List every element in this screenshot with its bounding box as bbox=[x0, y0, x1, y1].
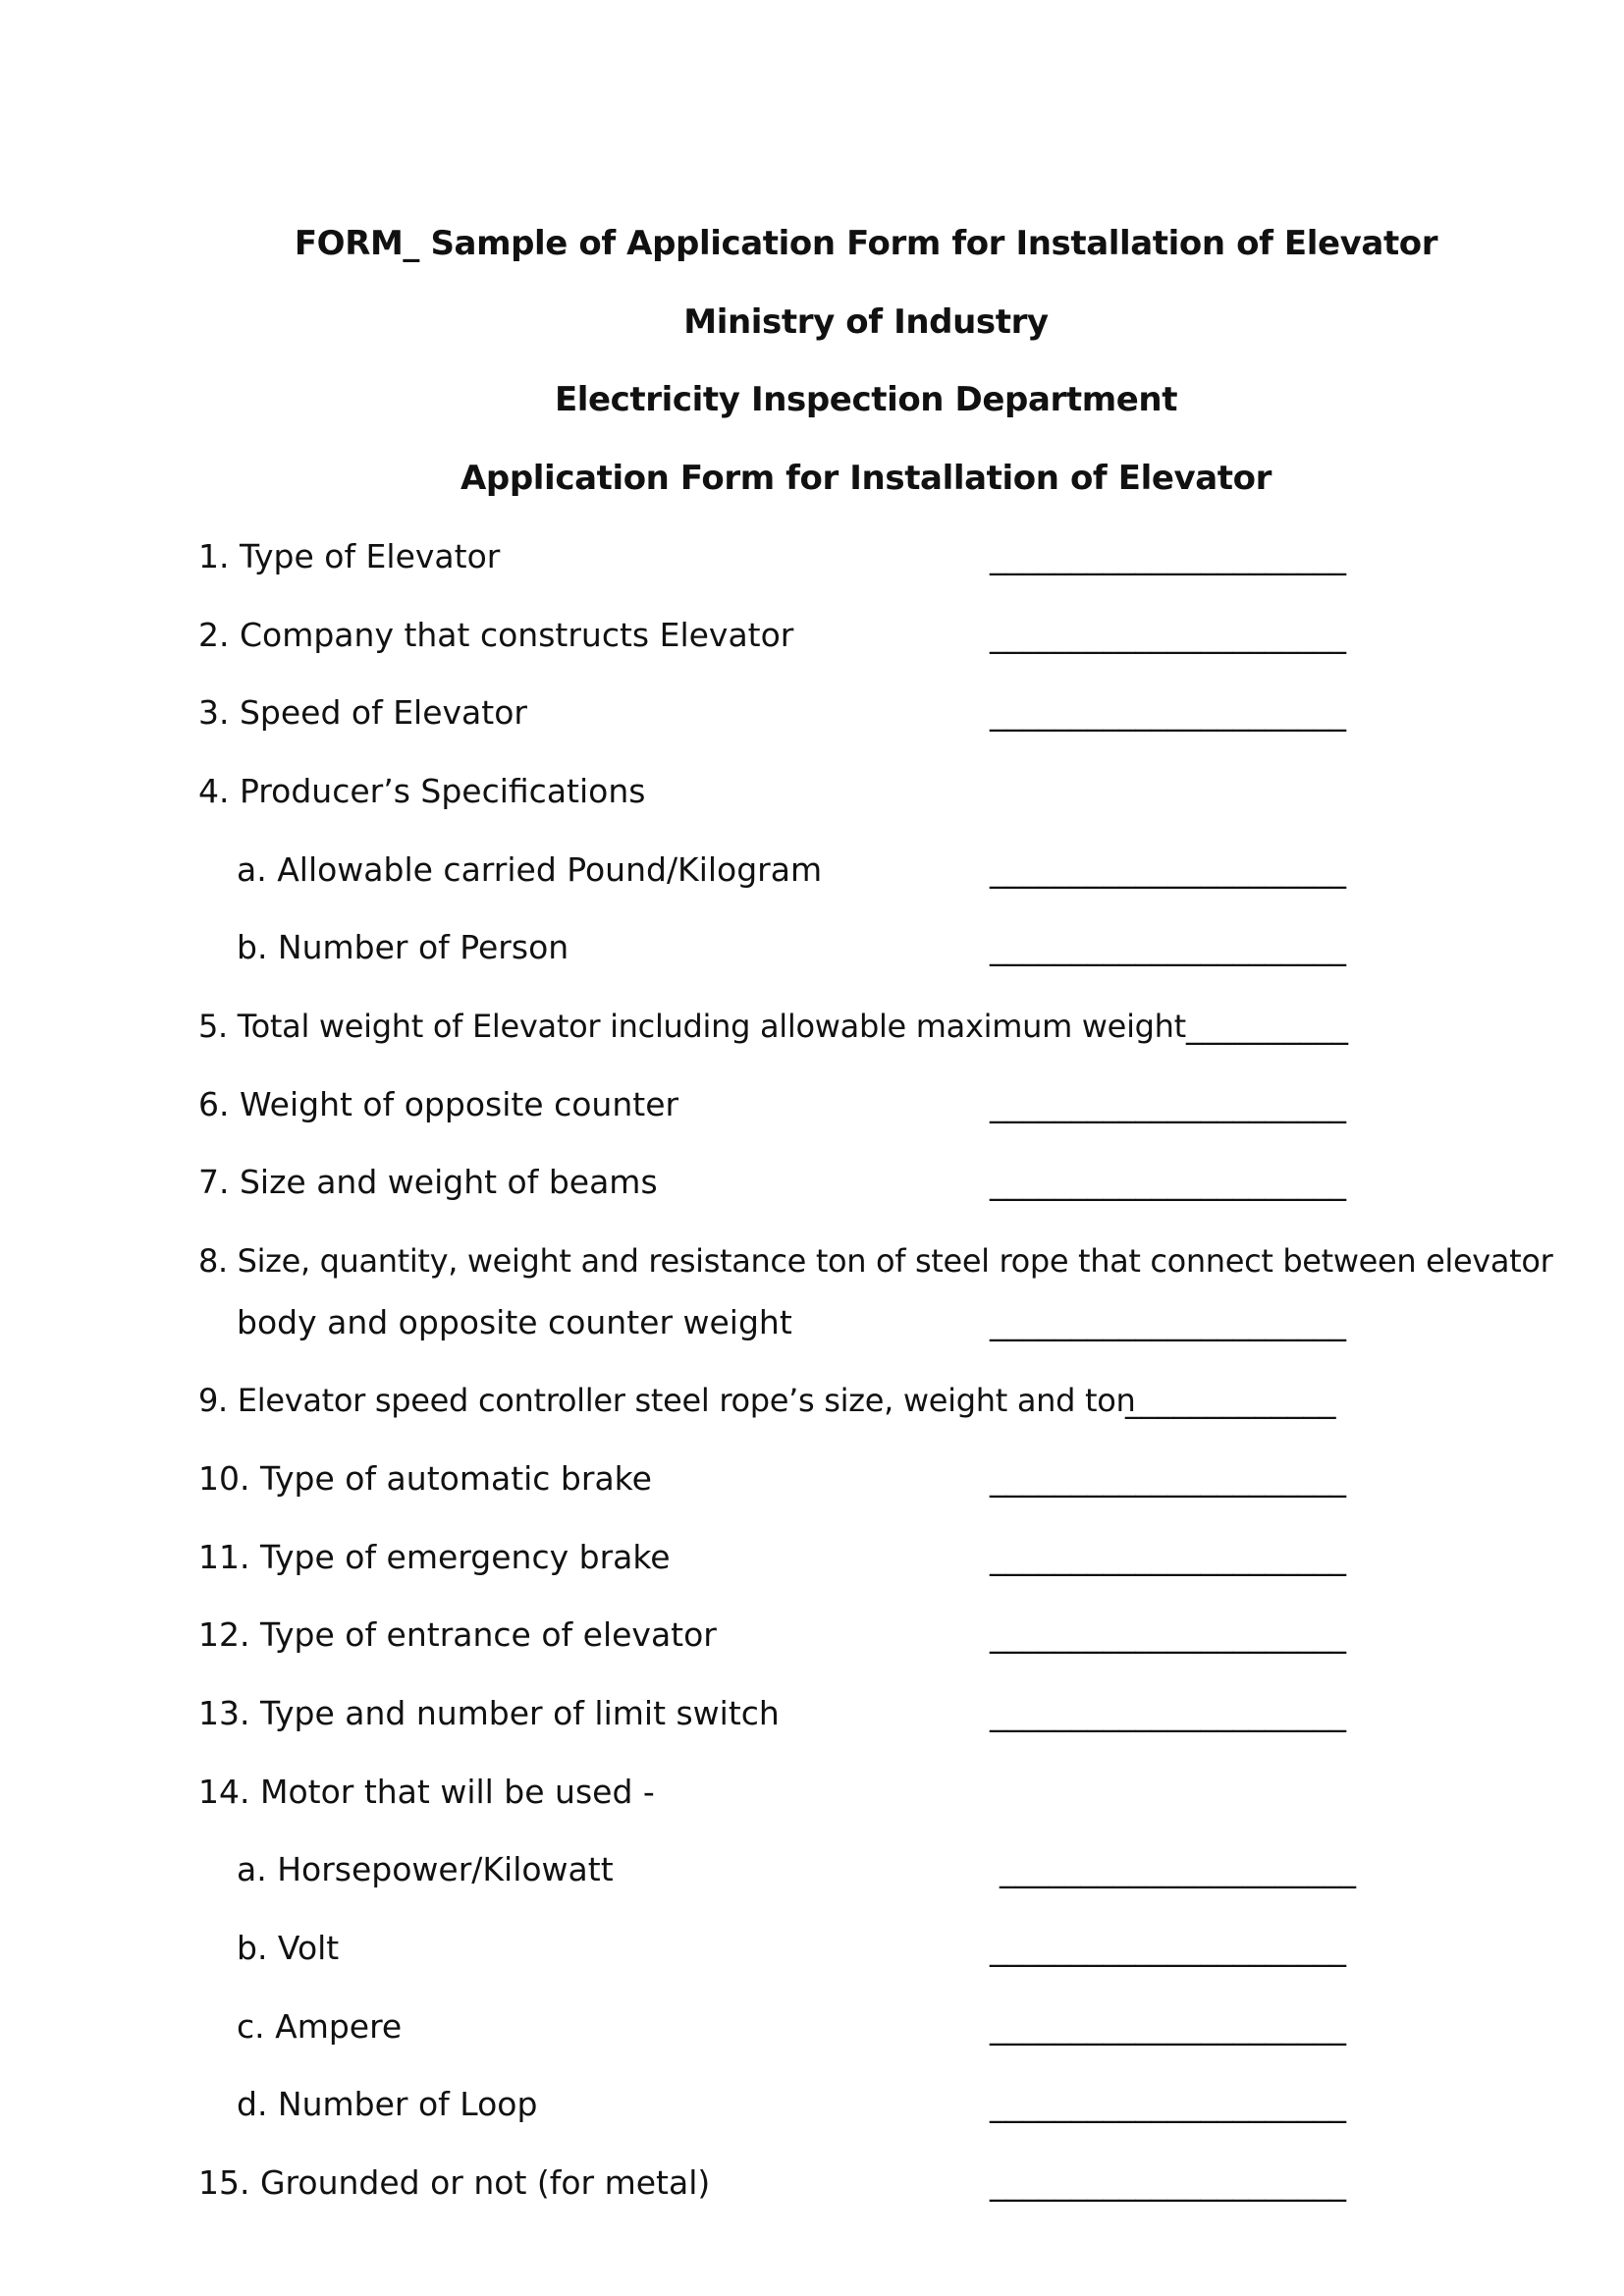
field-label-entrance-type: 12. Type of entrance of elevator bbox=[198, 1615, 717, 1654]
field-label-type-of-elevator: 1. Type of Elevator bbox=[198, 537, 501, 575]
field-label-total-weight: 5. Total weight of Elevator including allowable maximum weight bbox=[198, 1008, 1186, 1045]
field-label-ampere: c. Ampere bbox=[237, 2007, 403, 2046]
field-label-speed-controller-rope: 9. Elevator speed controller steel rope’s size, weight and ton bbox=[198, 1382, 1136, 1419]
ministry-heading: Ministry of Industry bbox=[683, 302, 1049, 342]
field-label-beams: 7. Size and weight of beams bbox=[198, 1163, 658, 1201]
field-blank-automatic-brake[interactable]: ______________________ bbox=[990, 1459, 1346, 1498]
field-blank-ampere[interactable]: ______________________ bbox=[990, 2007, 1346, 2046]
field-label-motor: 14. Motor that will be used - bbox=[198, 1773, 655, 1811]
field-label-opposite-counter-weight: 6. Weight of opposite counter bbox=[198, 1085, 679, 1123]
field-label-horsepower: a. Horsepower/Kilowatt bbox=[237, 1850, 614, 1888]
field-blank-horsepower[interactable]: ______________________ bbox=[1000, 1850, 1356, 1888]
field-blank-number-of-person[interactable]: ______________________ bbox=[990, 928, 1346, 966]
field-label-grounded: 15. Grounded or not (for metal) bbox=[198, 2163, 711, 2202]
field-blank-speed[interactable]: ______________________ bbox=[990, 693, 1346, 732]
field-label-limit-switch: 13. Type and number of limit switch bbox=[198, 1694, 780, 1732]
field-blank-beams[interactable]: ______________________ bbox=[990, 1163, 1346, 1201]
field-blank-total-weight[interactable]: __________ bbox=[1186, 1007, 1348, 1045]
field-label-number-of-loop: d. Number of Loop bbox=[237, 2085, 538, 2123]
field-blank-entrance-type[interactable]: ______________________ bbox=[990, 1615, 1346, 1654]
field-label-company: 2. Company that constructs Elevator bbox=[198, 616, 794, 654]
field-label-volt: b. Volt bbox=[237, 1929, 340, 1967]
field-blank-speed-controller-rope[interactable]: _____________ bbox=[1125, 1381, 1336, 1419]
department-heading: Electricity Inspection Department bbox=[554, 380, 1178, 419]
field-blank-type-of-elevator[interactable]: ______________________ bbox=[990, 537, 1346, 575]
field-blank-company[interactable]: ______________________ bbox=[990, 616, 1346, 654]
field-label-steel-rope-cont: body and opposite counter weight bbox=[237, 1303, 792, 1341]
field-label-allowable-load: a. Allowable carried Pound/Kilogram bbox=[237, 850, 823, 889]
field-label-automatic-brake: 10. Type of automatic brake bbox=[198, 1459, 652, 1498]
field-blank-steel-rope[interactable]: ______________________ bbox=[990, 1303, 1346, 1341]
field-blank-number-of-loop[interactable]: ______________________ bbox=[990, 2085, 1346, 2123]
field-blank-grounded[interactable]: ______________________ bbox=[990, 2163, 1346, 2202]
field-blank-emergency-brake[interactable]: ______________________ bbox=[990, 1538, 1346, 1576]
form-title: FORM_ Sample of Application Form for Installation of Elevator bbox=[294, 224, 1438, 263]
field-blank-allowable-load[interactable]: ______________________ bbox=[990, 850, 1346, 889]
field-label-number-of-person: b. Number of Person bbox=[237, 928, 569, 966]
field-label-emergency-brake: 11. Type of emergency brake bbox=[198, 1538, 671, 1576]
field-label-producer-specifications: 4. Producer’s Specifications bbox=[198, 772, 646, 810]
field-blank-opposite-counter-weight[interactable]: ______________________ bbox=[990, 1085, 1346, 1123]
field-label-steel-rope: 8. Size, quantity, weight and resistance ton of steel rope that connect between elevator bbox=[198, 1242, 1553, 1280]
application-title: Application Form for Installation of Elevator bbox=[460, 459, 1272, 498]
field-blank-limit-switch[interactable]: ______________________ bbox=[990, 1694, 1346, 1732]
field-blank-volt[interactable]: ______________________ bbox=[990, 1929, 1346, 1967]
field-label-speed: 3. Speed of Elevator bbox=[198, 693, 527, 732]
